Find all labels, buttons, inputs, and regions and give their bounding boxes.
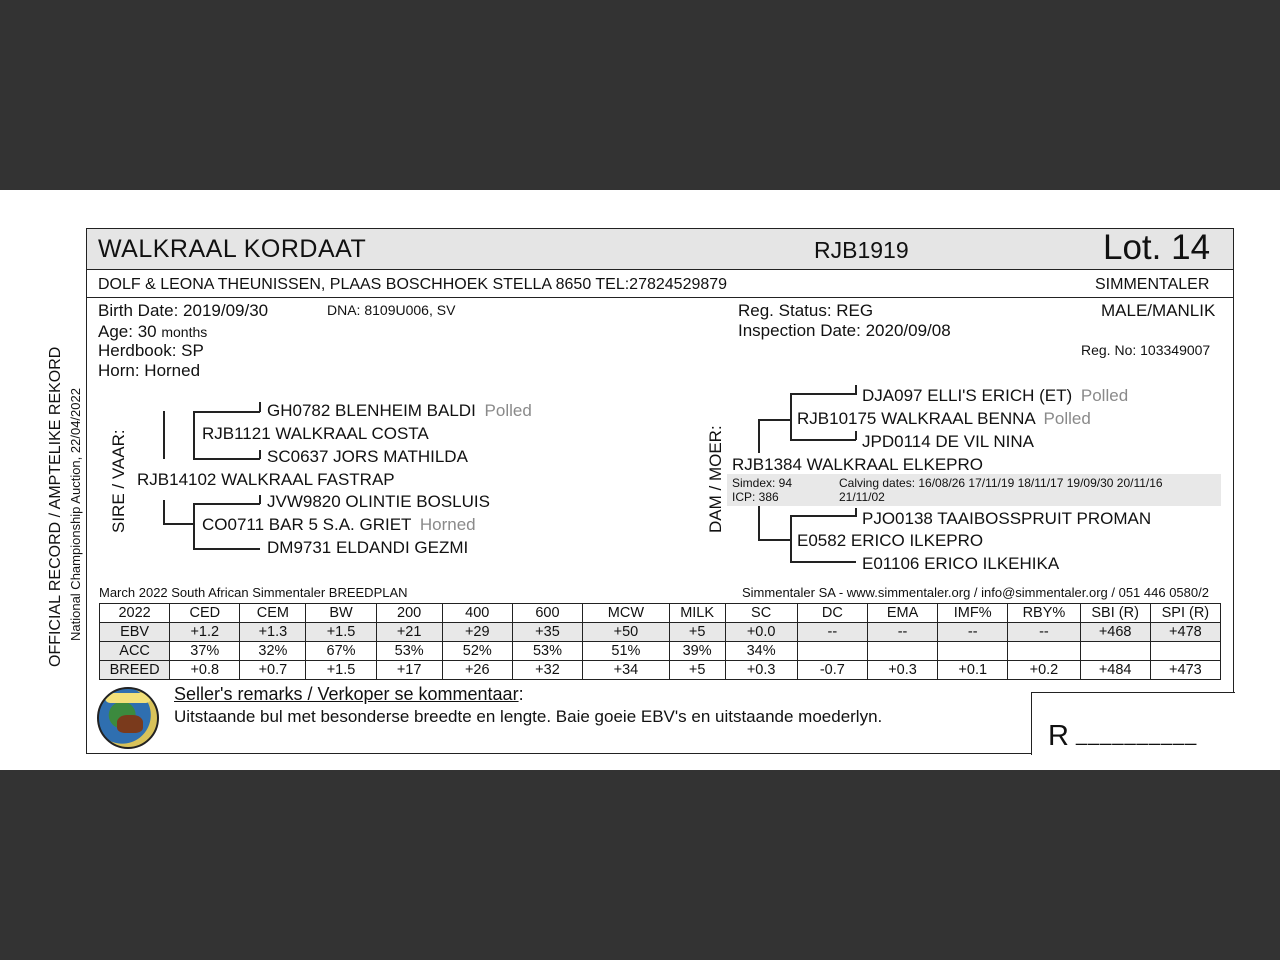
simdex: Simdex: 94: [732, 476, 793, 490]
lot-number: Lot. 14: [1103, 228, 1211, 267]
sire-sire-sire-note: Polled: [484, 401, 532, 420]
reg-status: Reg. Status: REG: [738, 301, 874, 320]
birth-date: Birth Date: 2019/09/30: [98, 301, 269, 320]
dam-sire-note: Polled: [1043, 409, 1091, 428]
price-currency: R: [1048, 720, 1069, 752]
dam: RJB1384 WALKRAAL ELKEPRO: [732, 455, 984, 474]
sire-dam-sire: JVW9820 OLINTIE BOSLUIS: [267, 492, 490, 511]
ebv-header-cell: SPI (R): [1150, 604, 1220, 623]
ebv-cell: 67%: [306, 642, 376, 661]
ebv-header-cell: IMF%: [938, 604, 1008, 623]
ebv-row-label: EBV: [100, 623, 170, 642]
dam-dam: E0582 ERICO ILKEPRO: [797, 531, 984, 550]
ebv-cell: [1008, 642, 1080, 661]
dam-sire-sire-name: DJA097 ELLI'S ERICH (ET): [862, 386, 1073, 405]
breedplan-source: March 2022 South African Simmentaler BREEDPLAN: [99, 585, 408, 600]
ebv-header-cell: RBY%: [1008, 604, 1080, 623]
side-label-official: OFFICIAL RECORD / AMPTELIKE REKORD: [47, 346, 64, 667]
sire-dam-name: CO0711 BAR 5 S.A. GRIET: [202, 515, 412, 534]
ebv-header-cell: 600: [512, 604, 582, 623]
ebv-cell: +468: [1080, 623, 1150, 642]
ebv-cell: 51%: [583, 642, 670, 661]
herdbook: Herdbook: SP: [98, 341, 204, 360]
animal-name: WALKRAAL KORDAAT: [98, 235, 367, 263]
age-unit: months: [161, 324, 208, 340]
ebv-cell: 37%: [170, 642, 240, 661]
ebv-header-cell: SC: [725, 604, 797, 623]
dam-label: DAM / MOER:: [706, 425, 725, 533]
dam-dam-dam: E01106 ERICO ILKEHIKA: [862, 554, 1060, 573]
ebv-cell: --: [797, 623, 867, 642]
ebv-cell: [938, 642, 1008, 661]
dam-sire: [797, 409, 1091, 429]
ebv-cell: [1150, 642, 1220, 661]
ebv-header-cell: 200: [376, 604, 442, 623]
ebv-cell: +29: [442, 623, 512, 642]
remarks-title-text: Seller's remarks / Verkoper se kommentaar: [174, 684, 519, 704]
ebv-cell: 53%: [512, 642, 582, 661]
ebv-cell: +0.0: [725, 623, 797, 642]
ebv-header-cell: 2022: [100, 604, 170, 623]
ebv-cell: --: [1008, 623, 1080, 642]
animal-reg-code: RJB1919: [814, 237, 909, 263]
sire-label: SIRE / VAAR:: [109, 429, 128, 533]
ebv-cell: 53%: [376, 642, 442, 661]
sire-dam-dam: DM9731 ELDANDI GEZMI: [267, 538, 469, 557]
sire-dam: [202, 515, 476, 535]
horn-status: Horn: Horned: [98, 361, 201, 380]
ebv-header-row: [100, 604, 1221, 623]
ebv-cell: +1.5: [306, 623, 376, 642]
sire-dam-note: Horned: [419, 515, 476, 534]
calving-dates: Calving dates: 16/08/26 17/11/19 18/11/17 19/09/30 20/11/16: [839, 476, 1163, 490]
ebv-header-cell: SBI (R): [1080, 604, 1150, 623]
ebv-cell: 34%: [725, 642, 797, 661]
ebv-cell: +0.3: [725, 661, 797, 680]
ebv-cell: +0.8: [170, 661, 240, 680]
reg-no: Reg. No: 103349007: [1081, 342, 1211, 358]
age: [98, 322, 207, 342]
ebv-cell: +0.7: [240, 661, 306, 680]
calving-dates-cont: 21/11/02: [839, 490, 885, 504]
ebv-cell: 32%: [240, 642, 306, 661]
icp: ICP: 386: [732, 490, 779, 504]
ebv-cell: +0.1: [938, 661, 1008, 680]
price-blank[interactable]: __________: [1076, 724, 1198, 746]
ebv-cell: +26: [442, 661, 512, 680]
dam-sire-sire-note: Polled: [1080, 386, 1129, 405]
sire-sire-sire-name: GH0782 BLENHEIM BALDI: [267, 401, 476, 420]
ebv-header-cell: MILK: [669, 604, 725, 623]
ebv-row-label: BREED: [100, 661, 170, 680]
ebv-header-cell: 400: [442, 604, 512, 623]
age-value: Age: 30: [98, 322, 157, 341]
ebv-cell: +0.3: [867, 661, 937, 680]
dna: DNA: 8109U006, SV: [327, 302, 456, 318]
sire-sire-sire: [267, 401, 532, 421]
ebv-row-label: ACC: [100, 642, 170, 661]
inspection-date: Inspection Date: 2020/09/08: [738, 321, 951, 340]
sire: RJB14102 WALKRAAL FASTRAP: [137, 470, 395, 489]
ebv-cell: +32: [512, 661, 582, 680]
remarks-text: Uitstaande bul met besonderse breedte en lengte. Baie goeie EBV's en uitstaande moederlyn.: [174, 707, 883, 726]
remarks-title-colon: :: [518, 684, 524, 704]
ebv-cell: +5: [669, 661, 725, 680]
ebv-cell: +34: [583, 661, 670, 680]
ebv-cell: +484: [1080, 661, 1150, 680]
ebv-cell: +478: [1150, 623, 1220, 642]
ebv-row: [100, 642, 1221, 661]
breed-label: SIMMENTALER: [1095, 276, 1210, 293]
ebv-cell: -0.7: [797, 661, 867, 680]
lot-sheet: [0, 190, 1280, 770]
ebv-header-cell: EMA: [867, 604, 937, 623]
ebv-cell: +50: [583, 623, 670, 642]
ebv-cell: 39%: [669, 642, 725, 661]
simmentaler-logo-icon: [97, 687, 159, 749]
sire-sire: RJB1121 WALKRAAL COSTA: [202, 424, 429, 443]
ebv-cell: +21: [376, 623, 442, 642]
ebv-cell: +1.3: [240, 623, 306, 642]
dam-sire-name: RJB10175 WALKRAAL BENNA: [797, 409, 1035, 428]
ebv-cell: +1.5: [306, 661, 376, 680]
ebv-row: [100, 623, 1221, 642]
dam-sire-dam: JPD0114 DE VIL NINA: [862, 432, 1034, 451]
ebv-cell: +17: [376, 661, 442, 680]
ebv-cell: +1.2: [170, 623, 240, 642]
sire-sire-dam: SC0637 JORS MATHILDA: [267, 447, 468, 466]
ebv-cell: +5: [669, 623, 725, 642]
remarks-title: [174, 684, 524, 705]
ebv-cell: [1080, 642, 1150, 661]
ebv-cell: --: [938, 623, 1008, 642]
ebv-header-cell: CEM: [240, 604, 306, 623]
society-contact: Simmentaler SA - www.simmentaler.org / info@simmentaler.org / 051 446 0580/2: [742, 585, 1209, 600]
ebv-cell: 52%: [442, 642, 512, 661]
ebv-cell: --: [867, 623, 937, 642]
ebv-header-cell: MCW: [583, 604, 670, 623]
ebv-header-cell: CED: [170, 604, 240, 623]
side-label-auction: National Championship Auction, 22/04/2022: [68, 388, 83, 641]
ebv-cell: [867, 642, 937, 661]
sex: MALE/MANLIK: [1101, 301, 1216, 320]
owner-line: DOLF & LEONA THEUNISSEN, PLAAS BOSCHHOEK STELLA 8650 TEL:27824529879: [98, 276, 728, 293]
ebv-header-cell: DC: [797, 604, 867, 623]
ebv-cell: +35: [512, 623, 582, 642]
ebv-table: [99, 603, 1221, 680]
ebv-header-cell: BW: [306, 604, 376, 623]
dam-dam-sire: PJO0138 TAAIBOSSPRUIT PROMAN: [862, 509, 1152, 528]
ebv-row: [100, 661, 1221, 680]
dam-sire-sire: [862, 386, 1128, 406]
ebv-cell: +473: [1150, 661, 1220, 680]
ebv-cell: [797, 642, 867, 661]
ebv-cell: +0.2: [1008, 661, 1080, 680]
